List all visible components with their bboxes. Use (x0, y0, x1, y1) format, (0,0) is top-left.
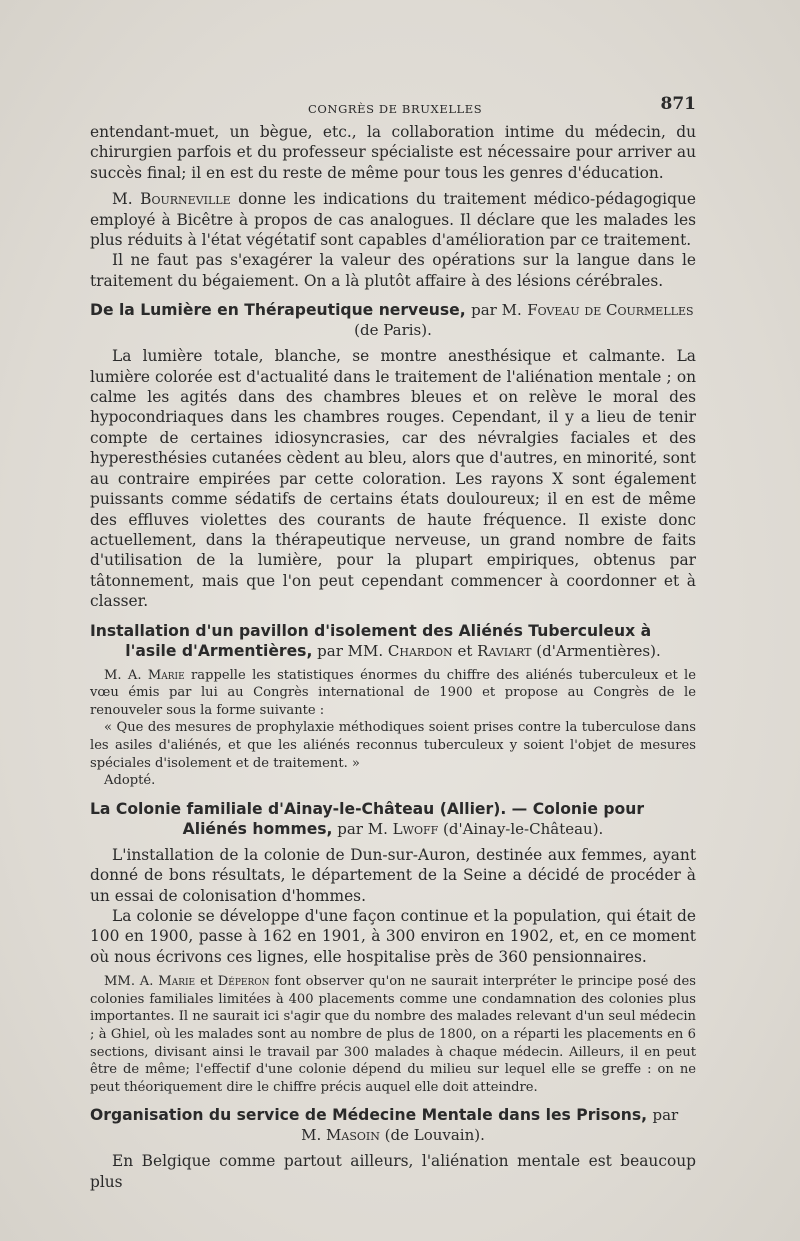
section3-paragraph-2: La colonie se développe d'une façon continue et la population, qui était de 100 en 1900, passe à 162 en 1901, à 300 environ en 1902, et, en ce moment où nous écrivons ces lignes, elle hospitalise près de 360 pensionnaires. (90, 906, 696, 966)
section3-small-prefix: MM. A. (104, 974, 154, 990)
section3-title-line2: Aliénés hommes, (182, 819, 333, 838)
section2-adopted: Adopté. (104, 773, 156, 789)
section2-author2: Raviart (477, 641, 532, 660)
section3-by: par M. (337, 819, 388, 838)
section3-small-name2: Déperon (217, 974, 270, 990)
page-number: 871 (660, 94, 696, 114)
section1-author: Foveau de Courmelles (527, 301, 694, 320)
section2-discussion-1 (90, 667, 696, 720)
section1-title: De la Lumière en Thérapeutique nerveuse, (90, 301, 466, 320)
section4-title: Organisation du service de Médecine Mentale dans les Prisons, (90, 1106, 648, 1125)
intro-paragraph-2 (90, 189, 696, 250)
section2-and: et (457, 641, 473, 660)
section-heading-colonie (90, 799, 696, 819)
section3-small-text: font observer qu'on ne saurait interpréter le principe posé des colonies familiales limitées à 400 placements comme une condamnation des colonies plus importantes. Il ne saurait ici s'agir que du nombre des malades relevant d'un seul médecin ; à Ghiel, où les malades sont au nombre de plus de 1800, on a réparti les placements en 6 sections, divisant ainsi le travail par 300 malades à chaque médecin. Ailleurs, il en peut être de même; l'effectif d'une colonie dépend du milieu sur lequel elle se greffe : on ne peut théoriquement dire le chiffre précis auquel elle doit atteindre. (90, 974, 697, 1095)
section4-author: Masoin (326, 1126, 380, 1145)
section4-by: par (652, 1106, 679, 1125)
intro-p2-text: donne les indications du traitement médico-pédagogique employé à Bicêtre à propos de cas analogues. Il déclare que les malades les plus réduits à l'état végétatif sont capables d'amélioration par ce traitement. (90, 190, 696, 250)
section4-author-row (90, 1125, 696, 1145)
section1-by: par M. (471, 301, 522, 320)
section2-small-name: Marie (147, 667, 185, 683)
section2-author1: Chardon (387, 641, 453, 660)
section4-by2: M. (301, 1126, 322, 1145)
section2-small-text: rappelle les statistiques énormes du chiffre des aliénés tuberculeux et le vœu émis par lui au Congrès international de 1900 et propose au Congrès de le renouveler sous la forme suivante : (90, 667, 696, 718)
section-heading-prisons (90, 1105, 696, 1125)
section3-paragraph-1: L'installation de la colonie de Dun-sur-Auron, destinée aux femmes, ayant donné de bons résultats, le département de la Seine a décidé de procéder à un essai de colonisation d'hommes. (90, 845, 696, 905)
section2-by: par MM. (317, 641, 384, 660)
section3-affil: (d'Ainay-le-Château). (443, 819, 604, 838)
speaker-name: Bourneville (140, 190, 231, 209)
section3-small-and: et (199, 974, 213, 990)
section3-small-name1: Marie (158, 974, 196, 990)
section3-discussion (90, 973, 696, 1096)
section-heading-pavillon (90, 621, 696, 641)
section4-affil: (de Louvain). (384, 1126, 485, 1145)
intro-p2-prefix: M. (112, 190, 133, 209)
intro-paragraph-1: entendant-muet, un bègue, etc., la collaboration intime du médecin, du chirurgien parfois et du professeur spécialiste est nécessaire pour arriver au succès final; il en est du reste de même pour tous les genres d'éducation. (90, 123, 696, 182)
running-head (90, 92, 696, 122)
section3-title-line2-row (90, 819, 696, 839)
intro-paragraph-3: Il ne faut pas s'exagérer la valeur des opérations sur la langue dans le traitement du bégaiement. On a là plutôt affaire à des lésions cérébrales. (90, 251, 696, 290)
section1-body: La lumière totale, blanche, se montre anesthésique et calmante. La lumière colorée est d'actualité dans le traitement de l'aliénation mentale ; on calme les agités dans des chambres bleues et on relève le moral des hypocondriaques dans les chambres rouges. Cependant, il y a lieu de tenir compte de certaines idiosyncrasies, car des névralgies faciales et des hyperesthésies cutanées cèdent au bleu, alors que d'autres, en minorité, sont au contraire empirées par cette coloration. Les rayons X sont également puissants comme sédatifs de certains états douloureux; il en est de même des effluves violettes des courants de haute fréquence. Il existe donc actuellement, dans la thérapeutique nerveuse, un grand nombre de faits d'utilisation de la lumière, pour la plupart empiriques, obtenus par tâtonnement, mais que l'on peut cependant commencer à coordonner et à classer. (90, 347, 696, 611)
section2-affil: (d'Armentières). (536, 641, 661, 660)
section1-affiliation: (de Paris). (354, 321, 432, 340)
section2-title-line2: l'asile d'Armentières, (125, 641, 313, 660)
page-content (90, 92, 696, 1192)
section2-discussion-2: « Que des mesures de prophylaxie méthodiques soient prises contre la tuberculose dans les asiles d'aliénés, et que les aliénés reconnus tuberculeux y soient l'objet de mesures spéciales d'isolement et de traitement. » (90, 720, 696, 771)
running-title: CONGRÈS DE BRUXELLES (308, 102, 483, 116)
section3-author: Lwoff (392, 819, 439, 838)
section2-small-prefix: M. A. (104, 667, 142, 683)
section-heading-lumiere (90, 300, 696, 320)
section4-paragraph-1: En Belgique comme partout ailleurs, l'aliénation mentale est beaucoup plus (90, 1152, 696, 1191)
section3-title-line1: La Colonie familiale d'Ainay-le-Château (Allier). — Colonie pour (90, 799, 645, 818)
section2-title-line2-row (90, 641, 696, 661)
section2-title-line1: Installation d'un pavillon d'isolement des Aliénés Tuberculeux à (90, 621, 652, 640)
